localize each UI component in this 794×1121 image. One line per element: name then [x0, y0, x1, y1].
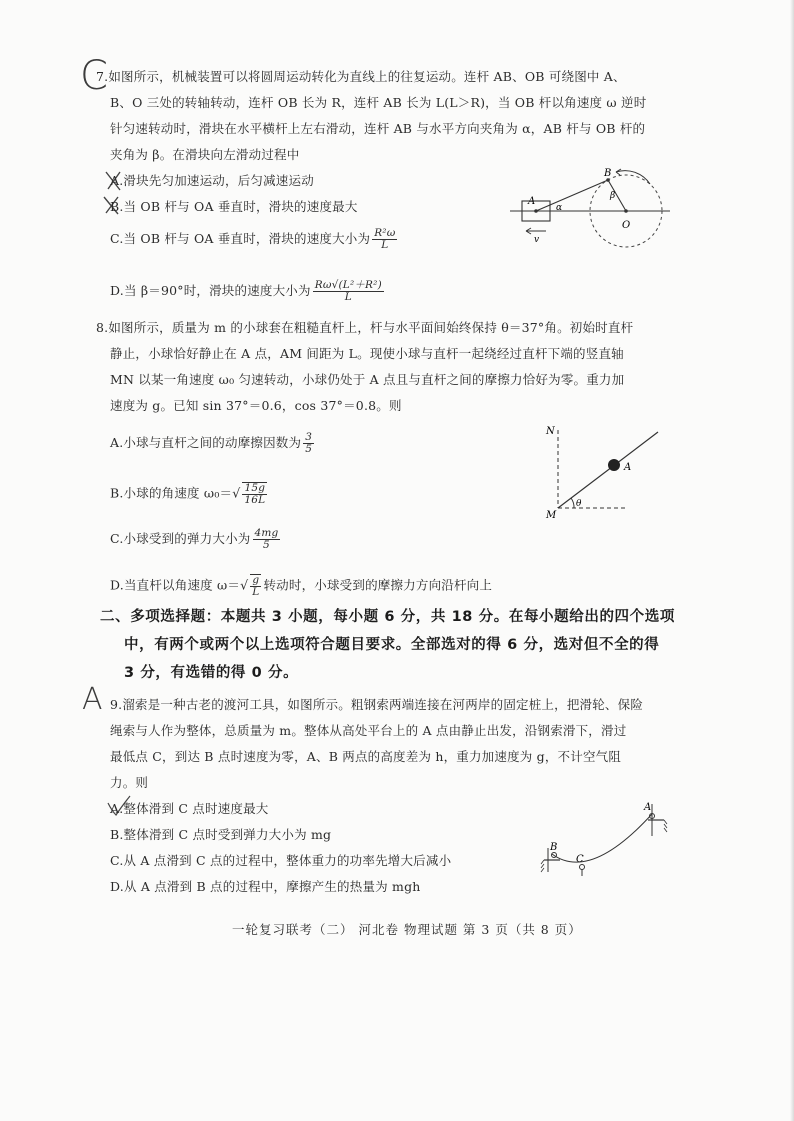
q7-option-d-fraction — [313, 280, 384, 303]
q8-fig-label-a: A — [624, 462, 632, 473]
q8-option-a-numerator: 3 — [305, 431, 313, 443]
q8-option-c-fraction — [253, 528, 281, 551]
q7-option-a: A.滑块先匀加速运动，后匀减速运动 — [110, 173, 314, 188]
q7-fig-label-v: v — [534, 235, 540, 245]
q8-fig-label-n: N — [546, 426, 555, 437]
q8-stem-line3: MN 以某一角速度 ω₀ 匀速转动，小球仍处于 A 点且与直杆之间的摩擦力恰好为零。重力加 — [110, 372, 625, 387]
q8-option-b-text: B.小球的角速度 ω₀＝√ — [110, 485, 241, 501]
q7-fig-label-beta: β — [610, 191, 616, 201]
q9-fig-label-c: C — [576, 854, 584, 865]
q9-fig-label-b: B — [550, 842, 558, 853]
section2-heading-line3: 3 分，有选错的得 0 分。 — [124, 665, 299, 681]
q9-zipline-figure — [540, 800, 670, 880]
q8-option-c-denominator: 5 — [263, 539, 270, 551]
q9-stem-line2: 绳索与人作为整体，总质量为 m。整体从高处平台上的 A 点由静止出发，沿钢索滑下，滑过 — [110, 723, 627, 738]
q7-option-c-text: C.当 OB 杆与 OA 垂直时，滑块的速度大小为 — [110, 231, 371, 246]
q8-option-c — [110, 528, 282, 551]
q8-rotating-rod-figure — [540, 422, 670, 522]
q7-option-d-denominator: L — [344, 291, 352, 303]
q9-option-c: C.从 A 点滑到 C 点的过程中，整体重力的功率先增大后减小 — [110, 853, 452, 868]
q7-stem-line4: 夹角为 β。在滑块向左滑动过程中 — [110, 147, 300, 162]
q8-option-c-numerator: 4mg — [254, 527, 279, 539]
q8-option-c-text: C.小球受到的弹力大小为 — [110, 531, 251, 546]
q8-option-a-fraction — [303, 432, 314, 455]
q8-option-d-numerator: g — [250, 575, 261, 587]
q7-option-c-denominator: L — [381, 239, 389, 251]
q7-stem-line1: 7.如图所示，机械装置可以将圆周运动转化为直线上的往复运动。连杆 AB、OB 可绕图中 A、 — [96, 69, 626, 84]
q9-stem-line1: 9.溜索是一种古老的渡河工具，如图所示。粗钢索两端连接在河两岸的固定桩上，把滑轮、保险 — [110, 697, 644, 712]
q8-option-a-text: A.小球与直杆之间的动摩擦因数为 — [110, 435, 302, 450]
q9-option-b: B.整体滑到 C 点时受到弹力大小为 mg — [110, 827, 332, 842]
q7-option-d-numerator: Rω√(L²＋R²) — [314, 279, 382, 291]
q8-option-a — [110, 432, 316, 455]
q8-stem-line1: 8.如图所示，质量为 m 的小球套在粗糙直杆上，杆与水平面间始终保持 θ＝37°角。初始时直杆 — [96, 320, 634, 335]
q8-option-d — [110, 574, 492, 598]
q7-option-d-text: D.当 β＝90°时，滑块的速度大小为 — [110, 283, 311, 298]
q7-fig-label-a: A — [528, 196, 536, 207]
handwritten-answer-q7: C — [80, 53, 108, 99]
section2-heading-line2: 中，有两个或两个以上选项符合题目要求。全部选对的得 6 分，选对但不全的得 — [124, 637, 660, 653]
section2-heading-line1: 二、多项选择题：本题共 3 小题，每小题 6 分，共 18 分。在每小题给出的四个选项 — [100, 609, 675, 625]
q8-option-b-fraction — [242, 482, 267, 506]
q7-fig-label-b: B — [604, 168, 612, 179]
q7-stem-line3: 针匀速转动时，滑块在水平横杆上左右滑动，连杆 AB 与水平方向夹角为 α，AB 杆与 OB 杆的 — [110, 121, 646, 136]
q7-option-c — [110, 228, 399, 251]
q7-fig-label-o: O — [622, 220, 631, 231]
q9-option-d: D.从 A 点滑到 B 点的过程中，摩擦产生的热量为 mgh — [110, 879, 421, 894]
handwritten-answer-q9: A — [82, 682, 103, 717]
q8-option-d-tail: 转动时，小球受到的摩擦力方向沿杆向上 — [263, 577, 493, 593]
q7-fig-label-alpha: α — [556, 203, 563, 213]
q8-stem-line2: 静止，小球恰好静止在 A 点，AM 间距为 L。现使小球与直杆一起绕经过直杆下端的竖直轴 — [110, 346, 624, 361]
q9-stem-line4: 力。则 — [110, 775, 149, 790]
q8-option-b — [110, 482, 269, 506]
q9-fig-label-a: A — [644, 802, 652, 813]
q8-option-b-numerator: 15g — [242, 483, 267, 495]
q8-option-d-text: D.当直杆以角速度 ω＝√ — [110, 577, 249, 593]
q7-option-b: B.当 OB 杆与 OA 垂直时，滑块的速度最大 — [110, 199, 358, 214]
q8-option-a-denominator: 5 — [305, 443, 313, 455]
q9-stem-line3: 最低点 C，到达 B 点时速度为零，A、B 两点的高度差为 h，重力加速度为 g，不计空气阻 — [110, 749, 622, 764]
q8-fig-label-theta: θ — [576, 499, 582, 509]
q7-option-d — [110, 280, 386, 303]
q7-option-c-numerator: R²ω — [374, 227, 396, 239]
q9-option-a: A.整体滑到 C 点时速度最大 — [110, 801, 269, 816]
q8-option-d-denominator: L — [252, 586, 260, 598]
q8-option-d-fraction — [250, 574, 261, 598]
q7-stem-line2: B、O 三处的转轴转动，连杆 OB 长为 R，连杆 AB 长为 L(L＞R)，当 OB 杆以角速度 ω 逆时 — [110, 95, 647, 110]
q7-option-c-fraction — [372, 228, 397, 251]
q8-stem-line4: 速度为 g。已知 sin 37°＝0.6，cos 37°＝0.8。则 — [110, 398, 402, 413]
q7-linkage-figure — [510, 168, 670, 248]
page-footer: 一轮复习联考（二） 河北卷 物理试题 第 3 页（共 8 页） — [232, 922, 582, 937]
q8-fig-label-m: M — [546, 510, 557, 521]
q8-option-b-denominator: 16L — [244, 494, 266, 506]
